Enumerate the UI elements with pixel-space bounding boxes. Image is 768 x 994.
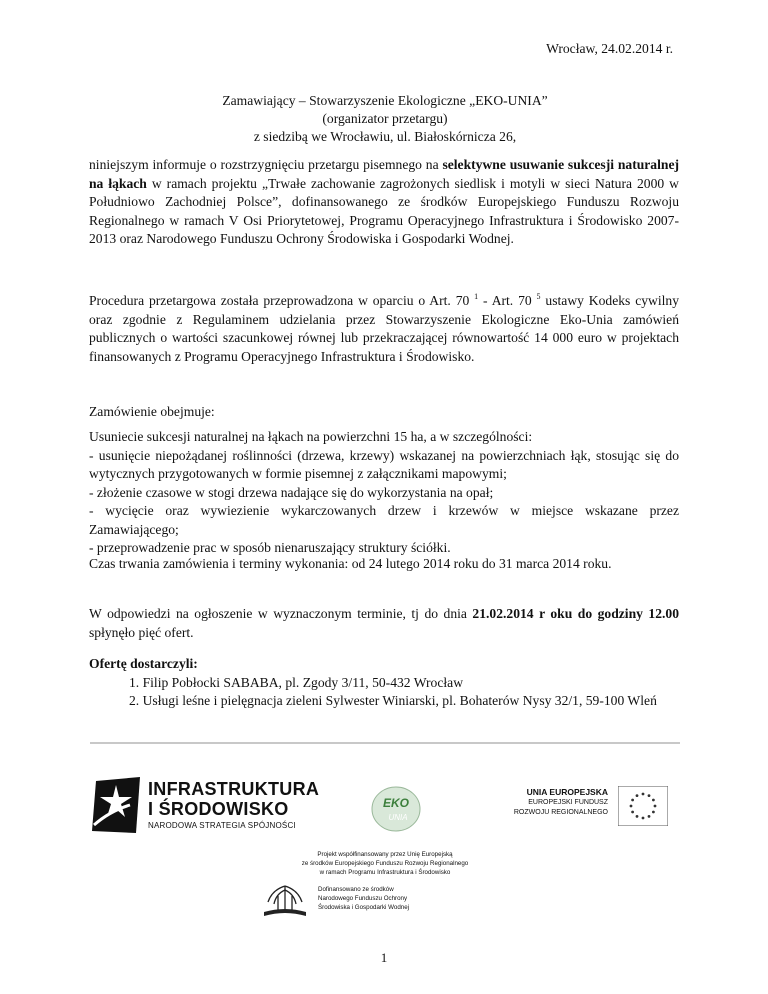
nfosigw-logo-icon — [262, 884, 308, 918]
nfos-line: Narodowego Funduszu Ochrony — [318, 895, 408, 902]
bidders-heading: Ofertę dostarczyli: — [89, 656, 198, 671]
footer-divider — [90, 742, 680, 744]
scope-line: - wycięcie oraz wywiezienie wykarczowanych drzew i krzewów w miejsce wskazane przez Zamawiającego; — [89, 503, 679, 537]
eko-text: EKO — [382, 796, 410, 810]
bidders-section — [89, 655, 679, 711]
eu-logo — [490, 786, 680, 830]
cofin-line: w ramach Programu Infrastruktura i Środowisko — [319, 869, 451, 876]
srodowisko-title: I ŚRODOWISKO — [148, 799, 289, 819]
infrastruktura-logo — [90, 775, 320, 837]
issuer-header — [90, 92, 680, 146]
bidder-item: 1. Filip Pobłocki SABABA, pl. Zgody 3/11, 50-432 Wrocław — [129, 674, 464, 690]
procedure-sup-1: 1 — [474, 292, 479, 301]
procedure-paragraph — [89, 292, 679, 366]
issuer-name: Zamawiający – Stowarzyszenie Ekologiczne „EKO-UNIA” — [222, 93, 548, 108]
offers-paragraph — [89, 605, 679, 642]
eko-unia-logo — [370, 783, 422, 835]
nfos-line: Środowiska i Gospodarki Wodnej — [318, 904, 410, 911]
offers-text-1: W odpowiedzi na ogłoszenie w wyznaczonym terminie, tj do dnia — [89, 606, 473, 621]
scope-heading: Zamówienie obejmuje: — [89, 404, 215, 419]
nfos-line: Dofinansowano ze środków — [318, 886, 394, 893]
issuer-address: z siedzibą we Wrocławiu, ul. Białoskórnicza 26, — [253, 129, 517, 144]
offers-text-2: spłynęło pięć ofert. — [89, 624, 194, 640]
issuer-role: (organizator przetargu) — [322, 111, 448, 126]
scope-line: - usunięcie niepożądanej roślinności (drzewa, krzewy) wskazanej na powierzchniach łąk, stosując się do wytycznych przygotowanych w formie pisemnej z załącznikami mapowymi; — [89, 447, 679, 481]
intro-text-1: niniejszym informuje o rozstrzygnięciu przetargu pisemnego na — [89, 157, 443, 172]
procedure-sup-2: 5 — [536, 292, 541, 301]
nfos-note — [318, 885, 458, 912]
cofin-line: Projekt współfinansowany przez Unię Europejską — [317, 851, 453, 858]
procedure-text-3: ustawy Kodeks cywilny oraz zgodnie z Regulaminem udzielania przez Stowarzyszenie Ekologiczne Eko-Unia zamówień publicznych o wartości szacunkowej równej lub przekraczającej równowartość 14 000 euro w projektach finansowanych z Programu Operacyjnego Infrastruktura i Środowisko. — [89, 293, 679, 364]
scope-list — [89, 428, 679, 558]
infrastruktura-mark-icon — [90, 775, 142, 835]
eu-fund-line1: EUROPEJSKI FUNDUSZ — [528, 799, 608, 806]
duration-paragraph: Czas trwania zamówienia i terminy wykonania: od 24 lutego 2014 roku do 31 marca 2014 roku. — [89, 556, 612, 571]
eu-fund-line2: ROZWOJU REGIONALNEGO — [513, 809, 608, 816]
scope-line: - przeprowadzenie prac w sposób nienaruszający struktury ściółki. — [89, 540, 451, 555]
procedure-text-2: - Art. 70 — [478, 293, 537, 308]
intro-text-2: w ramach projektu „Trwałe zachowanie zagrożonych siedlisk i motyli w sieci Natura 2000 w Południowo Zachodniej Polsce”, dofinansowanego ze środków Europejskiego Funduszu Rozwoju Regionalnego w ramach V Osi Priorytetowej, Programu Operacyjnego Infrastruktura i Środowisko 2007-2013 oraz Narodowego Funduszu Ochrony Środowiska i Gospodarki Wodnej. — [89, 175, 679, 246]
intro-bold-subject: selektywne usuwanie sukcesji naturalnej na łąkach — [89, 157, 680, 191]
scope-line: - złożenie czasowe w stogi drzewa nadające się do wykorzystania na opał; — [89, 484, 494, 500]
eu-flag-icon — [618, 786, 668, 826]
unia-text: UNIA — [388, 813, 408, 822]
strategy-subtitle: NARODOWA STRATEGIA SPÓJNOŚCI — [148, 821, 296, 830]
intro-paragraph — [89, 156, 679, 249]
date-line: Wrocław, 24.02.2014 r. — [546, 41, 673, 56]
infrastruktura-title: INFRASTRUKTURA — [148, 779, 320, 799]
eu-title: UNIA EUROPEJSKA — [526, 787, 608, 797]
offers-deadline: 21.02.2014 r oku do godziny 12.00 — [472, 606, 679, 621]
scope-line: Usuniecie sukcesji naturalnej na łąkach na powierzchni 15 ha, a w szczególności: — [89, 429, 533, 444]
bidder-item: 2. Usługi leśne i pielęgnacja zieleni Sylwester Winiarski, pl. Bohaterów Nysy 32/1, 59-100 Wleń — [129, 693, 657, 708]
cofin-line: ze środków Europejskiego Funduszu Rozwoju Regionalnego — [301, 860, 469, 867]
eu-text-block — [490, 786, 608, 818]
cofinancing-note — [250, 850, 520, 877]
procedure-text-1: Procedura przetargowa została przeprowadzona w oparciu o Art. 70 — [89, 293, 475, 308]
page-number: 1 — [380, 950, 388, 965]
